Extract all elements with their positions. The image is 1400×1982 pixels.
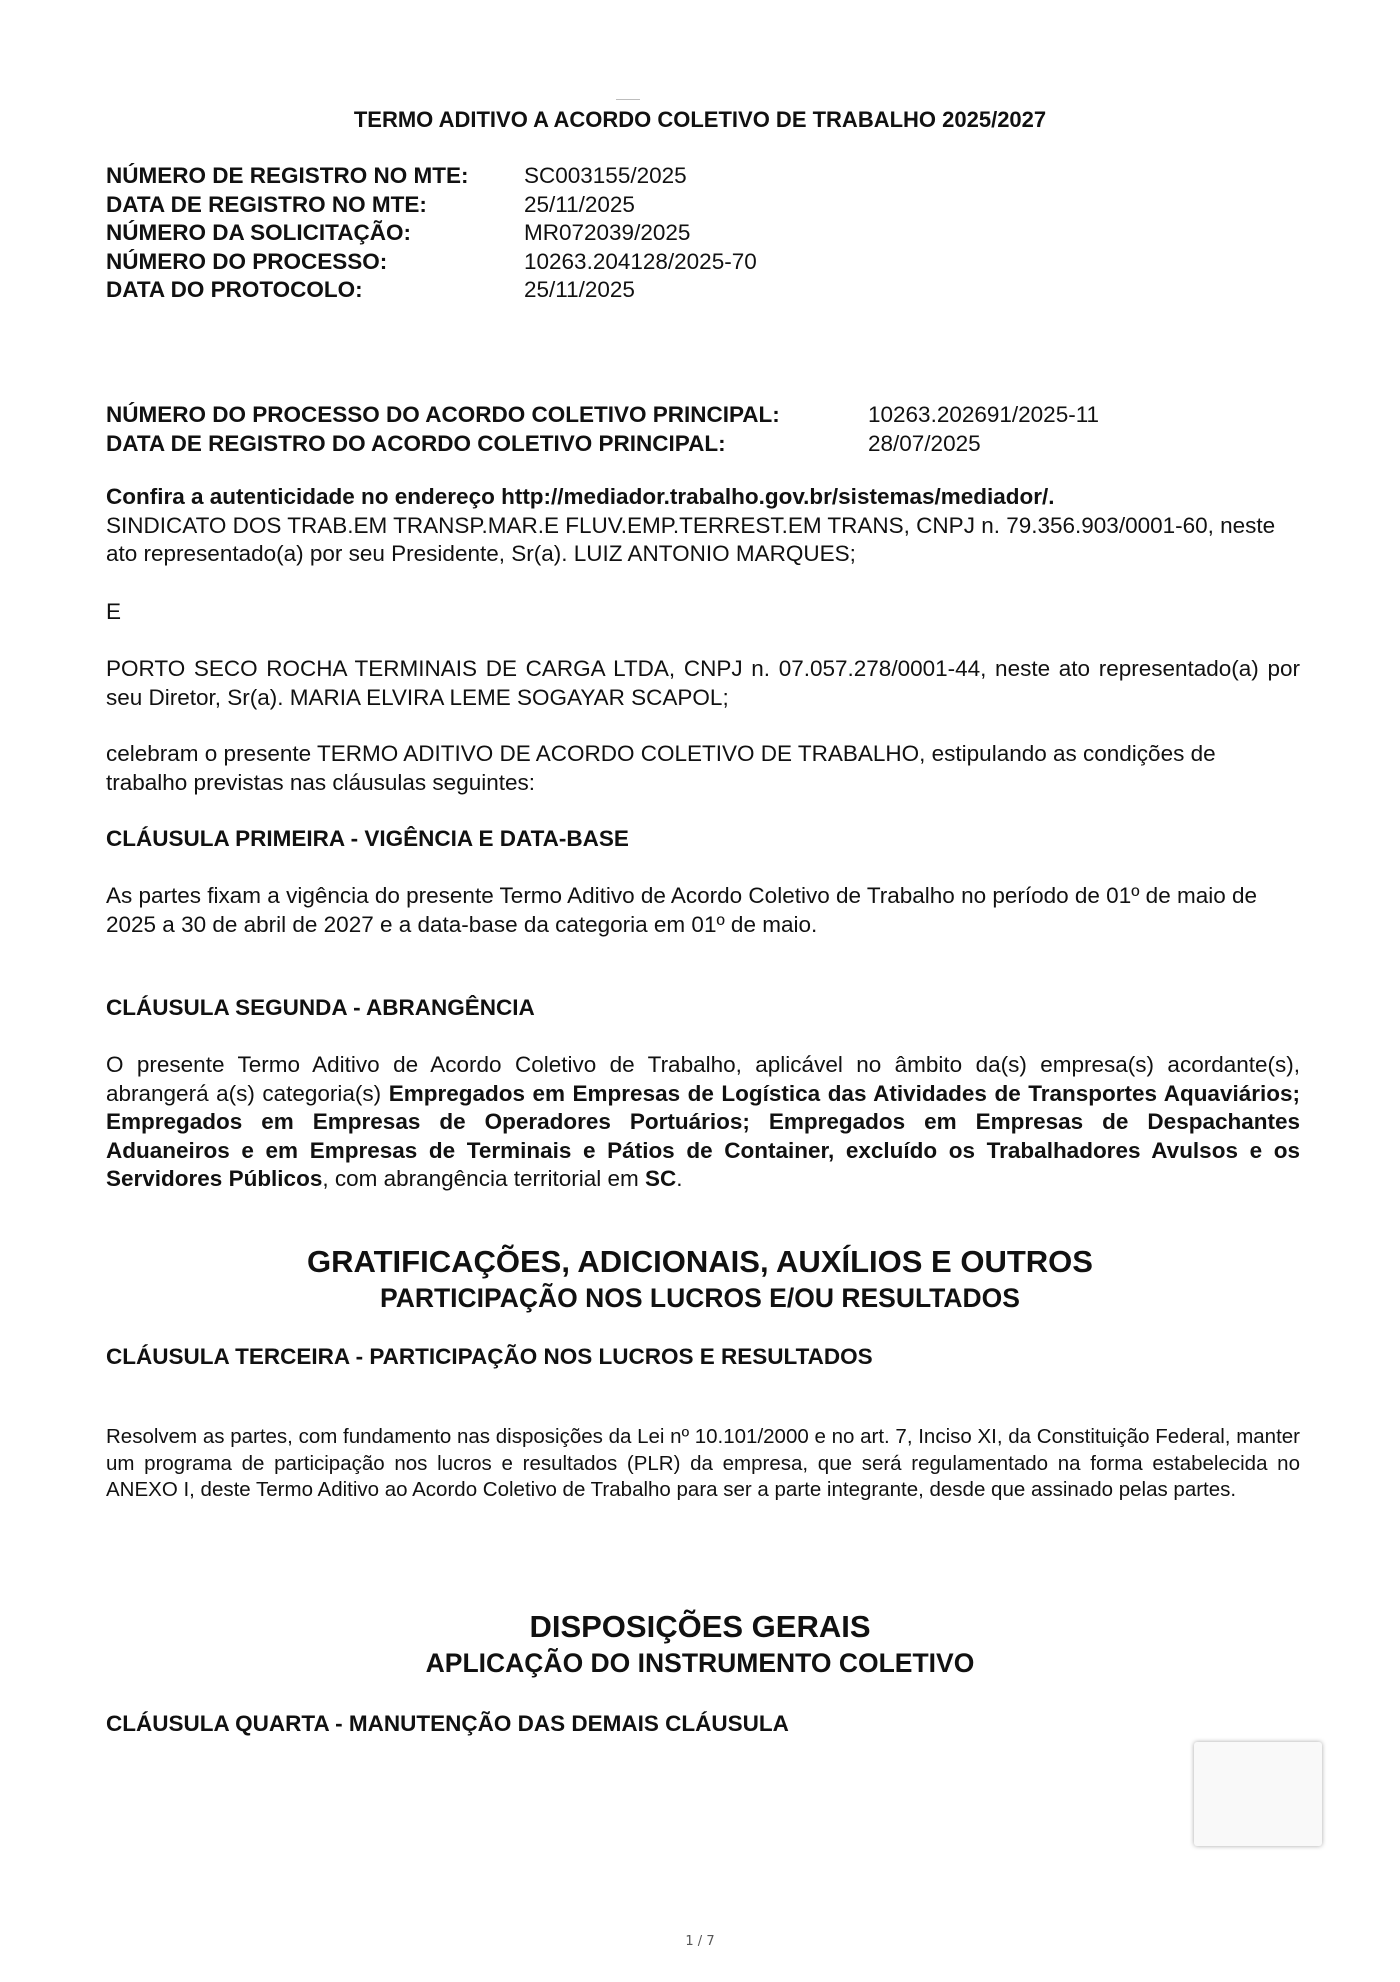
main-agreement-table	[106, 400, 1099, 458]
clause-2-territory: SC	[645, 1166, 677, 1191]
main-agreement-label: DATA DE REGISTRO DO ACORDO COLETIVO PRINCIPAL:	[106, 431, 726, 456]
registration-row	[106, 276, 757, 305]
main-agreement-row	[106, 400, 1099, 429]
registration-label: NÚMERO DE REGISTRO NO MTE:	[106, 163, 469, 188]
section-1-heading: GRATIFICAÇÕES, ADICIONAIS, AUXÍLIOS E OUTROS	[307, 1244, 1093, 1279]
registration-value: 25/11/2025	[524, 191, 635, 217]
main-agreement-value: 28/07/2025	[868, 431, 981, 456]
registration-label: DATA DE REGISTRO NO MTE:	[106, 191, 427, 217]
party-one: SINDICATO DOS TRAB.EM TRANSP.MAR.E FLUV.EMP.TERREST.EM TRANS, CNPJ n. 79.356.903/0001-60, neste ato representado(a) por seu Presidente, Sr(a). LUIZ ANTONIO MARQUES;	[106, 512, 1276, 566]
conjunction: E	[106, 599, 122, 624]
clause-2-categories: Empregados em Empresas de Logística das Atividades de Transportes Aquaviários; Empregados em Empresas de Operadores Portuários; Empregados em Empresas de Despachantes Aduaneiros e em Empresas de Terminais e Pátios de Container, excluído os Trabalhadores Avulsos e os Servidores Públicos	[106, 1080, 1300, 1191]
party-two: PORTO SECO ROCHA TERMINAIS DE CARGA LTDA, CNPJ n. 07.057.278/0001-44, neste ato representado(a) por seu Diretor, Sr(a). MARIA ELVIRA LEME SOGAYAR SCAPOL;	[106, 656, 1300, 710]
clause-2-mid: , com abrangência territorial em	[322, 1166, 639, 1191]
registration-table	[106, 162, 757, 305]
registration-value: MR072039/2025	[524, 220, 691, 245]
section-1-subheading: PARTICIPAÇÃO NOS LUCROS E/OU RESULTADOS	[380, 1283, 1020, 1313]
clause-2-title: CLÁUSULA SEGUNDA - ABRANGÊNCIA	[106, 995, 535, 1020]
clause-1-text: As partes fixam a vigência do presente Termo Aditivo de Acordo Coletivo de Trabalho no período de 01º de maio de 2025 a 30 de abril de 2027 e a data-base da categoria em 01º de maio.	[106, 883, 1258, 937]
document-title: TERMO ADITIVO A ACORDO COLETIVO DE TRABALHO 2025/2027	[353, 107, 1047, 132]
registration-row	[106, 191, 757, 220]
registration-label: NÚMERO DA SOLICITAÇÃO:	[106, 220, 411, 245]
registration-value: 10263.204128/2025-70	[524, 248, 757, 274]
registration-value: SC003155/2025	[524, 163, 687, 188]
parties-block	[106, 483, 1300, 569]
page-number: 1 / 7	[685, 1934, 715, 1949]
registration-label: NÚMERO DO PROCESSO:	[106, 248, 388, 274]
section-2-heading: DISPOSIÇÕES GERAIS	[529, 1609, 871, 1644]
celebration-text: celebram o presente TERMO ADITIVO DE ACORDO COLETIVO DE TRABALHO, estipulando as condições de trabalho previstas nas cláusulas seguintes:	[106, 741, 1216, 795]
section-2-subheading: APLICAÇÃO DO INSTRUMENTO COLETIVO	[425, 1648, 975, 1678]
registration-value: 25/11/2025	[524, 277, 635, 302]
clause-3-text: Resolvem as partes, com fundamento nas disposições da Lei nº 10.101/2000 e no art. 7, Inciso XI, da Constituição Federal, manter um programa de participação nos lucros e resultados (PLR) da empresa, que será regulamentado na forma estabelecida no ANEXO I, deste Termo Aditivo ao Acordo Coletivo de Trabalho para ser a parte integrante, desde que assinado pelas partes.	[106, 1425, 1300, 1501]
clause-1-title: CLÁUSULA PRIMEIRA - VIGÊNCIA E DATA-BASE	[106, 826, 629, 851]
registration-label: DATA DO PROTOCOLO:	[106, 277, 363, 302]
clause-2-end: .	[676, 1166, 683, 1191]
registration-row	[106, 162, 757, 191]
main-agreement-value: 10263.202691/2025-11	[868, 402, 1100, 427]
registration-row	[106, 248, 757, 277]
main-agreement-label: NÚMERO DO PROCESSO DO ACORDO COLETIVO PRINCIPAL:	[106, 402, 780, 427]
clause-2-text	[106, 1051, 1300, 1194]
clause-3-title: CLÁUSULA TERCEIRA - PARTICIPAÇÃO NOS LUCROS E RESULTADOS	[106, 1344, 873, 1369]
clause-4-title: CLÁUSULA QUARTA - MANUTENÇÃO DAS DEMAIS CLÁUSULA	[106, 1711, 789, 1736]
clause-2-intro: O presente Termo Aditivo de Acordo Coletivo de Trabalho, aplicável no âmbito da(s) empresa(s) acordante(s), abrangerá a(s) categoria(s)	[106, 1052, 1300, 1106]
recaptcha-badge[interactable]	[1194, 1742, 1322, 1846]
main-agreement-row	[106, 429, 1099, 458]
authenticity-notice: Confira a autenticidade no endereço http://mediador.trabalho.gov.br/sistemas/mediador/.	[106, 484, 1055, 509]
registration-row	[106, 219, 757, 248]
header-rule	[616, 99, 640, 100]
